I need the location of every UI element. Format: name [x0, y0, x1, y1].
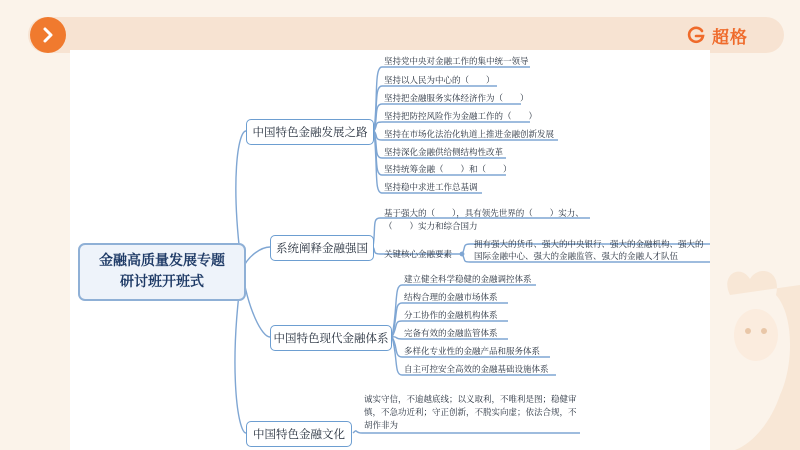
leaf-item: 坚持在市场化法治化轨道上推进金融创新发展 — [384, 130, 555, 140]
leaf-item: 分工协作的金融机构体系 — [404, 311, 498, 321]
leaf-item: 坚持以人民为中心的（ ） — [384, 76, 495, 86]
basis-text-line2: （ ）实力和综合国力 — [384, 222, 478, 232]
brand-name: 超格 — [712, 27, 748, 48]
leaf-item: 坚持统筹金融（ ）和（ ） — [384, 165, 512, 175]
branch-modern-financial-system — [270, 325, 392, 351]
core-elements-line1: 拥有强大的货币、强大的中央银行、强大的金融机构、强大的 — [474, 240, 704, 250]
leaf-item: 坚持稳中求进工作总基调 — [384, 183, 478, 193]
leaf-item: 坚持深化金融供给侧结构性改革 — [384, 148, 504, 158]
culture-text-line1: 诚实守信，不逾越底线；以义取利，不唯利是图；稳健审 — [364, 395, 577, 405]
branch-label: 中国特色现代金融体系 — [273, 331, 389, 345]
branch-label: 系统阐释金融强国 — [276, 241, 368, 255]
leaf-item: 完备有效的金融监管体系 — [404, 329, 498, 339]
root-title-line2: 研讨班开班式 — [120, 274, 204, 290]
core-elements-label: 关键核心金融要素 — [384, 250, 453, 260]
leaf-item: 建立健全科学稳健的金融调控体系 — [404, 275, 532, 285]
mindmap-root — [78, 243, 246, 301]
leaf-item: 结构合理的金融市场体系 — [404, 293, 498, 303]
leaf-item: 多样化专业性的金融产品和服务体系 — [404, 347, 541, 357]
root-title-line1: 金融高质量发展专题 — [99, 253, 225, 269]
leaf-item: 自主可控安全高效的金融基础设施体系 — [404, 365, 549, 375]
leaf-item: 坚持把防控风险作为金融工作的（ ） — [384, 112, 538, 122]
culture-text-line3: 胡作非为 — [364, 421, 399, 431]
branch-financial-power — [270, 235, 374, 261]
branch-label: 中国特色金融发展之路 — [252, 125, 368, 139]
branch-financial-culture — [246, 421, 352, 447]
branch-label: 中国特色金融文化 — [253, 427, 345, 441]
leaf-item: 坚持把金融服务实体经济作为（ ） — [384, 94, 529, 104]
core-elements-line2: 国际金融中心、强大的金融监管、强大的金融人才队伍 — [474, 252, 679, 262]
leaf-item: 坚持党中央对金融工作的集中统一领导 — [384, 57, 529, 67]
culture-text-line2: 慎，不急功近利；守正创新，不脱实向虚；依法合规，不 — [364, 408, 577, 418]
basis-text-line1: 基于强大的（ ），具有领先世界的（ ）实力、 — [384, 209, 584, 219]
branch-financial-development-path — [246, 119, 374, 145]
